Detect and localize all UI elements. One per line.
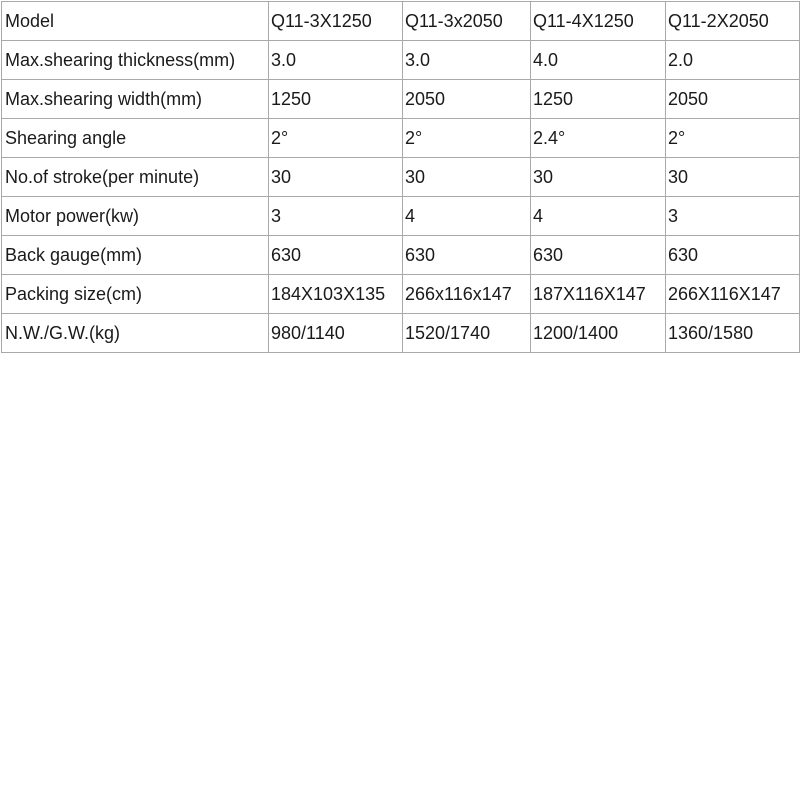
cell-value: 30	[269, 158, 403, 197]
cell-value: 184X103X135	[269, 275, 403, 314]
table-row	[2, 41, 800, 80]
table-row	[2, 119, 800, 158]
cell-value: 980/1140	[269, 314, 403, 353]
cell-value: 3.0	[269, 41, 403, 80]
cell-value: 3.0	[403, 41, 531, 80]
header-row	[2, 2, 800, 41]
cell-value: 266x116x147	[403, 275, 531, 314]
cell-value: 4.0	[531, 41, 666, 80]
row-label: No.of stroke(per minute)	[2, 158, 269, 197]
cell-value: 2°	[269, 119, 403, 158]
row-label: Shearing angle	[2, 119, 269, 158]
cell-value: 30	[666, 158, 800, 197]
cell-value: 1250	[269, 80, 403, 119]
header-label: Model	[2, 2, 269, 41]
cell-value: 3	[269, 197, 403, 236]
cell-value: 1520/1740	[403, 314, 531, 353]
cell-value: 630	[269, 236, 403, 275]
cell-value: 3	[666, 197, 800, 236]
cell-value: 187X116X147	[531, 275, 666, 314]
table-row	[2, 314, 800, 353]
cell-value: 630	[403, 236, 531, 275]
cell-value: 2°	[403, 119, 531, 158]
row-label: Max.shearing width(mm)	[2, 80, 269, 119]
cell-value: 2.0	[666, 41, 800, 80]
cell-value: 1250	[531, 80, 666, 119]
row-label: Back gauge(mm)	[2, 236, 269, 275]
cell-value: 2°	[666, 119, 800, 158]
cell-value: 30	[531, 158, 666, 197]
row-label: Motor power(kw)	[2, 197, 269, 236]
cell-value: 2050	[666, 80, 800, 119]
table-row	[2, 158, 800, 197]
row-label: Packing size(cm)	[2, 275, 269, 314]
cell-value: 630	[531, 236, 666, 275]
model-2: Q11-3x2050	[403, 2, 531, 41]
cell-value: 30	[403, 158, 531, 197]
row-label: N.W./G.W.(kg)	[2, 314, 269, 353]
row-label: Max.shearing thickness(mm)	[2, 41, 269, 80]
cell-value: 2.4°	[531, 119, 666, 158]
cell-value: 1200/1400	[531, 314, 666, 353]
model-3: Q11-4X1250	[531, 2, 666, 41]
table-row	[2, 80, 800, 119]
table-row	[2, 236, 800, 275]
table-row	[2, 275, 800, 314]
cell-value: 2050	[403, 80, 531, 119]
spec-table	[1, 1, 800, 353]
cell-value: 266X116X147	[666, 275, 800, 314]
model-4: Q11-2X2050	[666, 2, 800, 41]
cell-value: 4	[531, 197, 666, 236]
table-row	[2, 197, 800, 236]
model-1: Q11-3X1250	[269, 2, 403, 41]
cell-value: 4	[403, 197, 531, 236]
cell-value: 1360/1580	[666, 314, 800, 353]
cell-value: 630	[666, 236, 800, 275]
